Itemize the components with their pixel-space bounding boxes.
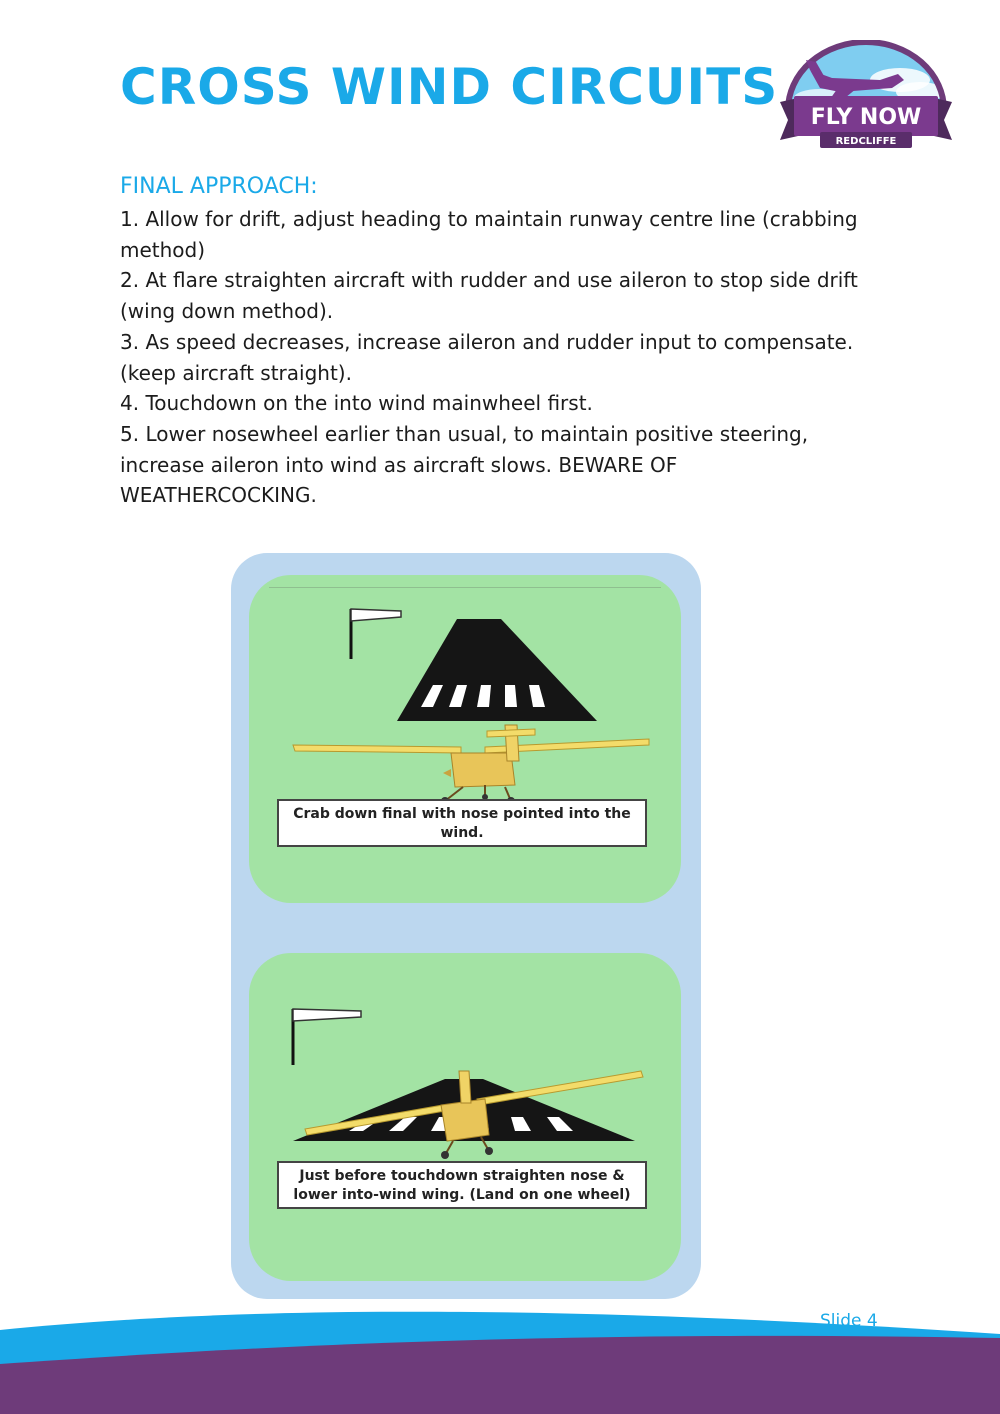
wing-down-scene: [249, 953, 681, 1281]
logo-subtitle: REDCLIFFE: [835, 136, 897, 147]
windsock-icon: [351, 609, 401, 659]
page-title: CROSS WIND CIRCUITS: [120, 58, 779, 116]
step-item: 3. As speed decreases, increase aileron and rudder input to compensate. (keep aircraft straight).: [120, 329, 854, 385]
step-item: 2. At flare straighten aircraft with rudder and use aileron to stop side drift (wing down method).: [120, 268, 858, 324]
wing-down-caption: Just before touchdown straighten nose & lower into-wind wing. (Land on one wheel): [277, 1161, 647, 1209]
footer-wave: [0, 1290, 1000, 1414]
crab-approach-scene: [249, 575, 681, 903]
runway-icon: [397, 619, 597, 721]
slide-number: Slide 4: [820, 1311, 878, 1331]
step-item: 4. Touchdown on the into wind mainwheel first.: [120, 391, 593, 416]
section-heading: FINAL APPROACH:: [120, 174, 318, 199]
windsock-icon: [293, 1009, 361, 1065]
crosswind-figure: [231, 553, 701, 1299]
step-item: 5. Lower nosewheel earlier than usual, to maintain positive steering, increase aileron into wind as aircraft slows. BEWARE OF WEATHERCOCKING.: [120, 421, 809, 508]
wing-down-card: [249, 953, 681, 1281]
fly-now-logo: [780, 40, 952, 158]
step-item: 1. Allow for drift, adjust heading to maintain runway centre line (crabbing method): [120, 207, 858, 262]
aircraft-crabbing-icon: [293, 725, 649, 805]
crab-approach-card: [249, 575, 681, 903]
steps-list: [120, 204, 880, 511]
crab-approach-caption: Crab down final with nose pointed into the wind.: [277, 799, 647, 847]
logo-title: FLY NOW: [810, 105, 922, 130]
